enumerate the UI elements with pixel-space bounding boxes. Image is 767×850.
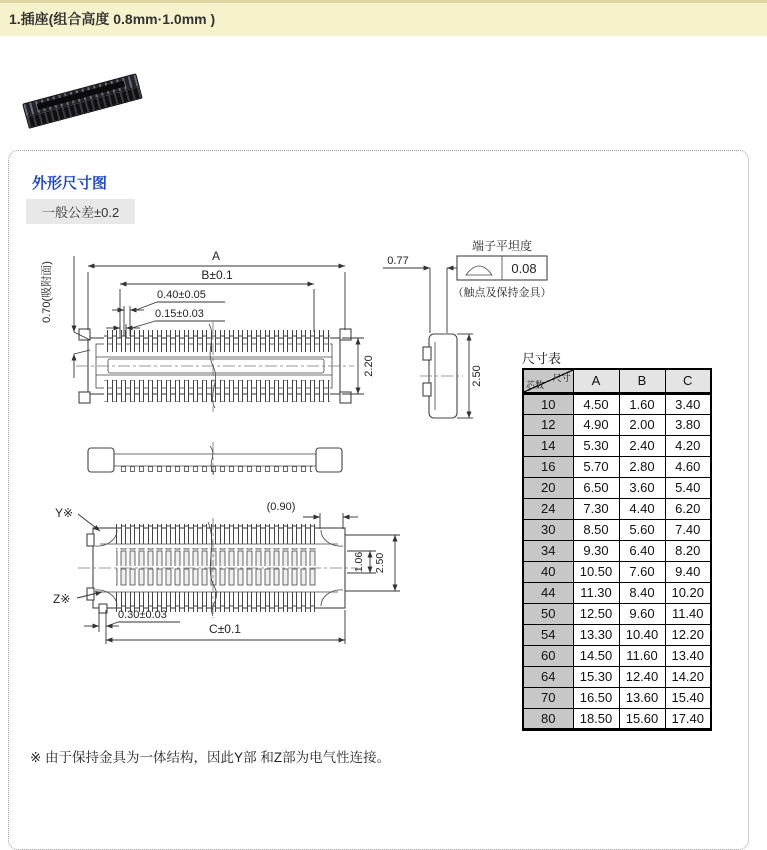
dimension-value-cell: 8.50: [573, 519, 619, 540]
dimension-value-cell: 11.30: [573, 582, 619, 603]
pins-count-cell: 44: [523, 582, 573, 603]
dimension-value-cell: 5.40: [665, 477, 711, 498]
dimension-value-cell: 3.40: [665, 393, 711, 414]
table-row: [523, 519, 711, 540]
front-view-figure: [88, 442, 342, 478]
pins-count-cell: 60: [523, 645, 573, 666]
pins-count-cell: 14: [523, 435, 573, 456]
pins-count-cell: 70: [523, 687, 573, 708]
top-view-figure: [76, 322, 354, 412]
dimension-value-cell: 12.50: [573, 603, 619, 624]
dimension-value-cell: 7.40: [665, 519, 711, 540]
label-z: Z※: [53, 592, 71, 606]
dimension-value-cell: 16.50: [573, 687, 619, 708]
dim-label-b: B±0.1: [201, 268, 233, 282]
table-row: [523, 456, 711, 477]
table-row: [523, 435, 711, 456]
dimension-value-cell: 2.40: [619, 435, 665, 456]
product-photo: [14, 58, 164, 153]
dimension-value-cell: 11.40: [665, 603, 711, 624]
flatness-note: （触点及保持金具）: [452, 287, 552, 299]
table-row: [523, 540, 711, 561]
pins-count-cell: 16: [523, 456, 573, 477]
column-header-b: B: [619, 369, 665, 393]
bottom-view-figure: [78, 518, 358, 618]
pins-count-cell: 10: [523, 393, 573, 414]
dim-label-040: 0.40±0.05: [157, 289, 206, 301]
section-header: [0, 0, 767, 36]
dimension-value-cell: 6.20: [665, 498, 711, 519]
table-row: [523, 687, 711, 708]
footnote: ※ 由于保持金具为一体结构，因此Y部 和Z部为电气性连接。: [30, 750, 391, 765]
table-row: [523, 708, 711, 729]
table-row: [523, 477, 711, 498]
dimension-value-cell: 5.60: [619, 519, 665, 540]
size-table-header-row: [523, 369, 711, 393]
section-title: 1.插座(组合高度 0.8mm·1.0mm ): [9, 11, 216, 27]
pins-count-cell: 64: [523, 666, 573, 687]
size-table: [522, 368, 712, 731]
dim-label-077: 0.77: [387, 255, 409, 267]
dimension-drawing: [20, 226, 560, 656]
pins-count-cell: 30: [523, 519, 573, 540]
dimension-value-cell: 4.20: [665, 435, 711, 456]
dim-label-220: 2.20: [363, 355, 375, 377]
table-row: [523, 624, 711, 645]
dim-label-a: A: [211, 249, 221, 263]
table-row: [523, 603, 711, 624]
dimension-value-cell: 1.60: [619, 393, 665, 414]
size-table-title: 尺寸表: [522, 351, 562, 366]
dimension-value-cell: 10.40: [619, 624, 665, 645]
dim-label-250-side: 2.50: [471, 365, 483, 387]
column-header-a: A: [573, 369, 619, 393]
pins-count-cell: 50: [523, 603, 573, 624]
corner-label-size: 尺寸: [552, 373, 571, 383]
dimension-value-cell: 13.40: [665, 645, 711, 666]
table-row: [523, 582, 711, 603]
dimension-value-cell: 15.40: [665, 687, 711, 708]
pins-count-cell: 24: [523, 498, 573, 519]
dim-label-090: (0.90): [266, 501, 296, 513]
pins-count-cell: 20: [523, 477, 573, 498]
dimension-value-cell: 5.70: [573, 456, 619, 477]
dimension-value-cell: 9.30: [573, 540, 619, 561]
pins-count-cell: 40: [523, 561, 573, 582]
pins-count-cell: 54: [523, 624, 573, 645]
flatness-title: 端子平坦度: [471, 239, 533, 253]
label-y: Y※: [55, 506, 74, 520]
dimension-value-cell: 5.30: [573, 435, 619, 456]
table-row: [523, 498, 711, 519]
dimension-value-cell: 8.40: [619, 582, 665, 603]
dimension-value-cell: 15.30: [573, 666, 619, 687]
dimension-value-cell: 8.20: [665, 540, 711, 561]
dim-label-250-bottom: 2.50: [374, 552, 386, 574]
dimension-value-cell: 6.50: [573, 477, 619, 498]
table-row: [523, 561, 711, 582]
diagonal-header-cell: [523, 369, 573, 393]
table-row: [523, 645, 711, 666]
dimension-value-cell: 14.50: [573, 645, 619, 666]
dimension-value-cell: 4.60: [665, 456, 711, 477]
table-row: [523, 666, 711, 687]
connector-image: [22, 73, 144, 133]
tolerance-label: 一般公差±0.2: [26, 199, 135, 224]
dimension-value-cell: 4.90: [573, 414, 619, 435]
dimension-value-cell: 9.60: [619, 603, 665, 624]
dim-label-015: 0.15±0.03: [155, 308, 204, 320]
column-header-c: C: [665, 369, 711, 393]
table-row: [523, 393, 711, 414]
corner-label-pins: 芯数: [526, 379, 545, 390]
dimension-value-cell: 2.80: [619, 456, 665, 477]
table-row: [523, 414, 711, 435]
flatness-value: 0.08: [511, 261, 537, 276]
panel-title: 外形尺寸图: [32, 175, 108, 192]
dimension-value-cell: 4.40: [619, 498, 665, 519]
dim-label-070: 0.70(吸附面): [41, 261, 53, 323]
dimension-value-cell: 13.60: [619, 687, 665, 708]
dimension-value-cell: 9.40: [665, 561, 711, 582]
dim-label-c: C±0.1: [209, 622, 241, 636]
size-table-body: [523, 393, 711, 729]
dimension-value-cell: 10.50: [573, 561, 619, 582]
dimension-value-cell: 7.60: [619, 561, 665, 582]
dimension-value-cell: 10.20: [665, 582, 711, 603]
dimension-value-cell: 12.40: [619, 666, 665, 687]
dimension-value-cell: 13.30: [573, 624, 619, 645]
dim-label-030: 0.30±0.03: [118, 609, 167, 621]
dimension-value-cell: 11.60: [619, 645, 665, 666]
dimension-value-cell: 4.50: [573, 393, 619, 414]
pins-count-cell: 12: [523, 414, 573, 435]
dimension-value-cell: 2.00: [619, 414, 665, 435]
dimension-value-cell: 17.40: [665, 708, 711, 729]
dimension-value-cell: 3.60: [619, 477, 665, 498]
dimension-value-cell: 15.60: [619, 708, 665, 729]
dim-label-106: 1.06: [353, 551, 365, 573]
dimension-value-cell: 18.50: [573, 708, 619, 729]
dimension-value-cell: 3.80: [665, 414, 711, 435]
dimension-value-cell: 7.30: [573, 498, 619, 519]
dimension-value-cell: 12.20: [665, 624, 711, 645]
pins-count-cell: 80: [523, 708, 573, 729]
dimension-value-cell: 14.20: [665, 666, 711, 687]
dimension-value-cell: 6.40: [619, 540, 665, 561]
pins-count-cell: 34: [523, 540, 573, 561]
